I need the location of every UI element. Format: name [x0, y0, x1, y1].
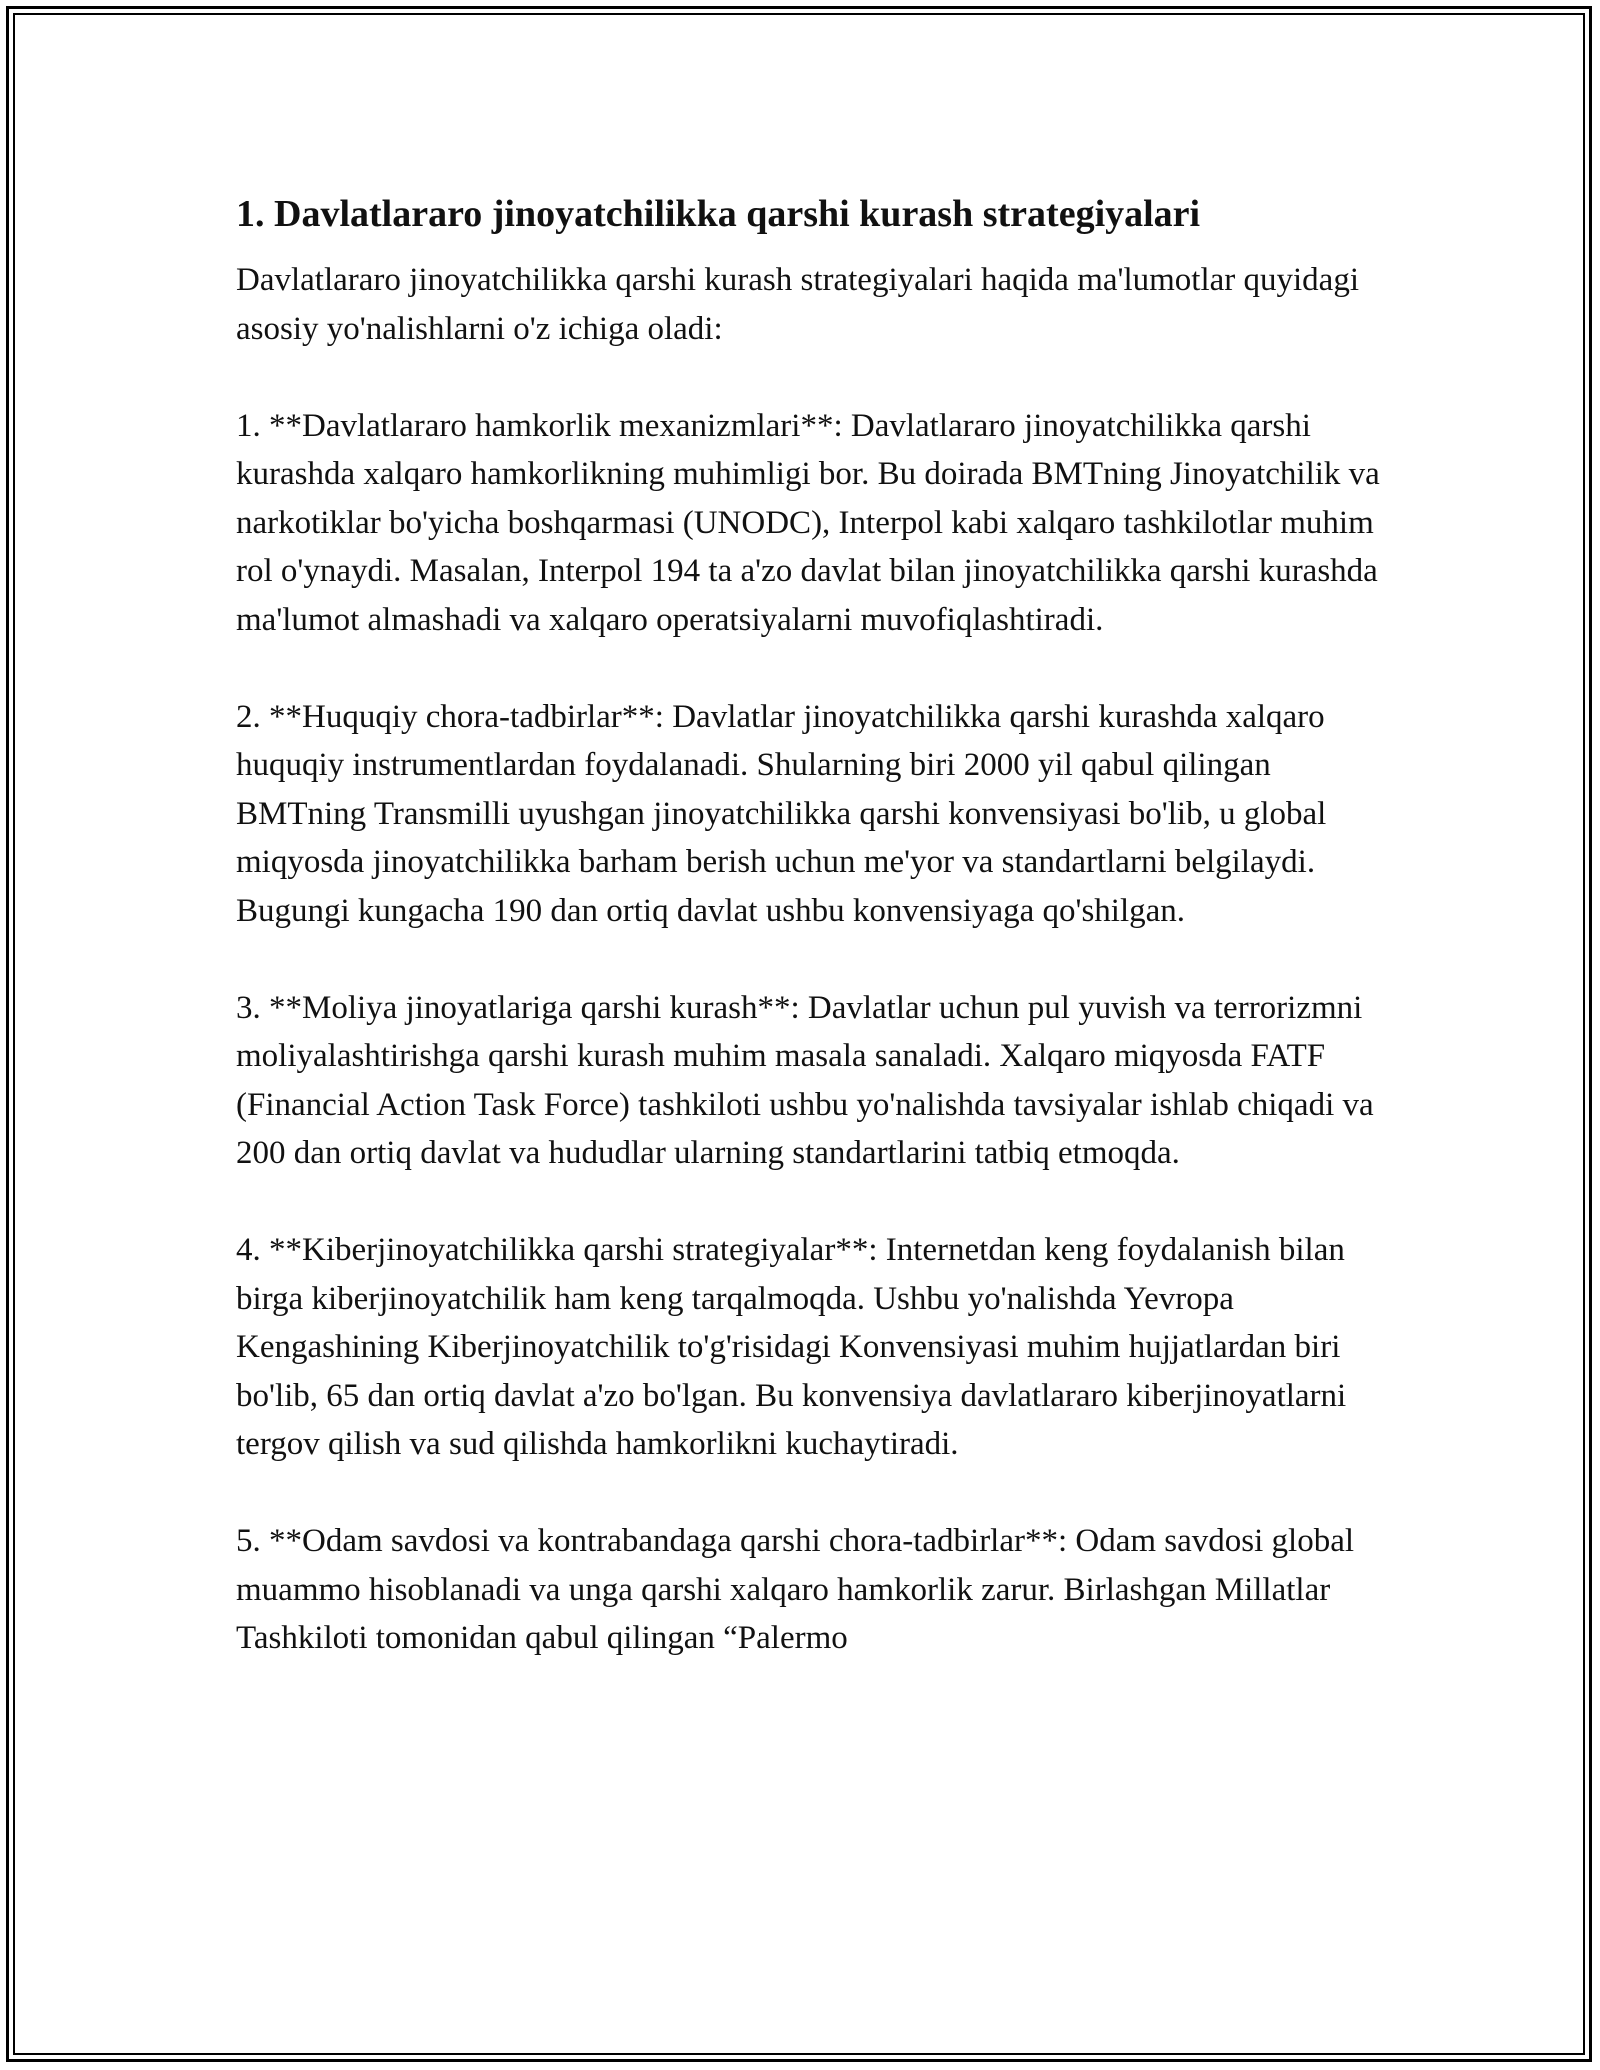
paragraph-legal-measures: 2. **Huquqiy chora-tadbirlar**: Davlatlar jinoyatchilikka qarshi kurashda xalqaro huquqiy instrumentlardan foydalanadi. Shularning biri 2000 yil qabul qilingan BMTning Transmilli uyushgan jinoyatchilikka qarshi konvensiyasi bo'lib, u global miqyosda jinoyatchilikka barham berish uchun me'yor va standartlarni belgilaydi. Bugungi kungacha 190 dan ortiq davlat ushbu konvensiyaga qo'shilgan. — [236, 698, 1327, 929]
paragraph-cooperation: 1. **Davlatlararo hamkorlik mexanizmlari**: Davlatlararo jinoyatchilikka qarshi kurashda xalqaro hamkorlikning muhimligi bor. Bu doirada BMTning Jinoyatchilik va narkotiklar bo'yicha boshqarmasi (UNODC), Interpol kabi xalqaro tashkilotlar muhim rol o'ynaydi. Masalan, Interpol 194 ta a'zo davlat bilan jinoyatchilikka qarshi kurashda ma'lumot almashadi va xalqaro operatsiyalarni muvofiqlashtiradi. — [236, 407, 1380, 638]
intro-paragraph: Davlatlararo jinoyatchilikka qarshi kurash strategiyalari haqida ma'lumotlar quyidagi asosiy yo'nalishlarni o'z ichiga oladi: — [236, 262, 1359, 347]
section-heading: 1. Davlatlararo jinoyatchilikka qarshi kurash strategiyalari — [236, 193, 1201, 235]
document-body — [236, 186, 1386, 1711]
paragraph-financial-crimes: 3. **Moliya jinoyatlariga qarshi kurash**: Davlatlar uchun pul yuvish va terrorizmni moliyalashtirishga qarshi kurash muhim masala sanaladi. Xalqaro miqyosda FATF (Financial Action Task Force) tashkiloti ushbu yo'nalishda tavsiyalar ishlab chiqadi va 200 dan ortiq davlat va hududlar ularning standartlarini tatbiq etmoqda. — [236, 989, 1374, 1171]
paragraph-human-trafficking: 5. **Odam savdosi va kontrabandaga qarshi chora-tadbirlar**: Odam savdosi global muammo hisoblanadi va unga qarshi xalqaro hamkorlik zarur. Birlashgan Millatlar Tashkiloti tomonidan qabul qilingan “Palermo — [236, 1523, 1355, 1656]
paragraph-cybercrime: 4. **Kiberjinoyatchilikka qarshi strategiyalar**: Internetdan keng foydalanish bilan birga kiberjinoyatchilik ham keng tarqalmoqda. Ushbu yo'nalishda Yevropa Kengashining Kiberjinoyatchilik to'g'risidagi Konvensiyasi muhim hujjatlardan biri bo'lib, 65 dan ortiq davlat a'zo bo'lgan. Bu konvensiya davlatlararo kiberjinoyatlarni tergov qilish va sud qilishda hamkorlikni kuchaytiradi. — [236, 1232, 1347, 1462]
